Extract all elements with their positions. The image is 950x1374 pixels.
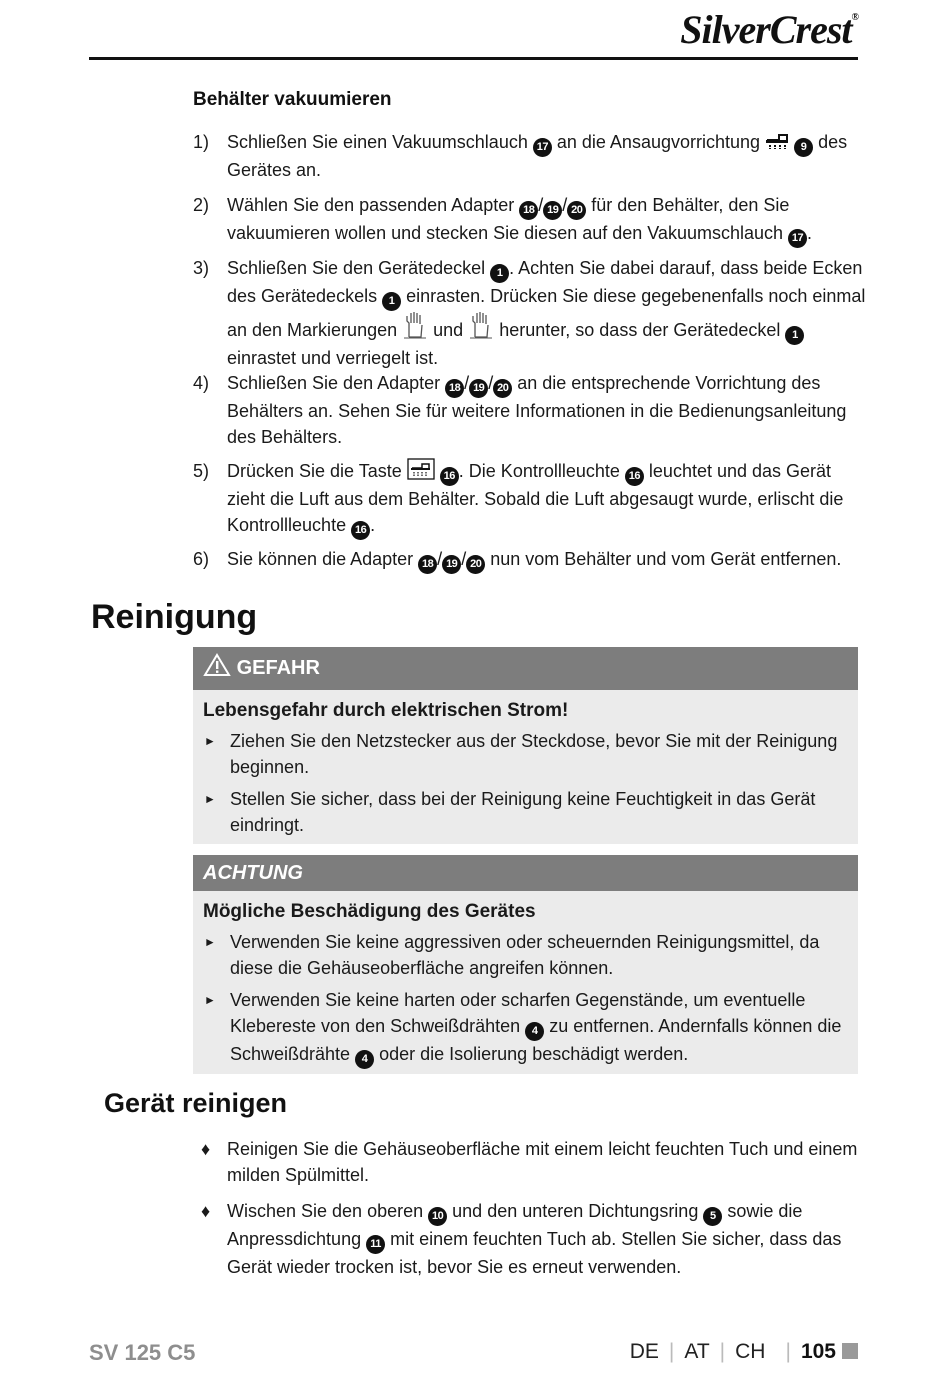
step-2: 2) Wählen Sie den passenden Adapter 18 / 19 / 20 für den Behälter, den Sie vakuumieren wollen und stecken Sie diesen auf den Vakuumschlauch 17 . — [193, 192, 873, 248]
danger-item: ► Ziehen Sie den Netzstecker aus der Steckdose, bevor Sie mit der Reinigung beginnen. — [193, 728, 858, 780]
caution-title: Mögliche Beschädigung des Gerätes — [203, 901, 536, 922]
danger-header: GEFAHR — [193, 647, 858, 690]
model-number: SV 125 C5 — [89, 1340, 196, 1365]
diamond-bullet-icon: ♦ — [201, 1201, 211, 1221]
page-square-icon — [842, 1343, 858, 1359]
diamond-bullet-icon: ♦ — [201, 1139, 211, 1159]
step-3: 3) Schließen Sie den Gerätedeckel 1 . Achten Sie dabei darauf, dass beide Ecken des Gerätedeckels 1 einrasten. Drücken Sie diese gegebenenfalls noch einmal an den Markierungen und herunter, so dass der Gerätedeckel 1 einrastet und verriegelt ist. — [193, 258, 866, 368]
cleaning-item: ♦ Reinigen Sie die Gehäuseoberfläche mit einem leicht feuchten Tuch und einem milden Spülmittel. — [193, 1136, 858, 1188]
danger-title: Lebensgefahr durch elektrischen Strom! — [203, 700, 569, 721]
brand-logo: SilverCrest® — [680, 7, 858, 52]
warning-triangle-icon — [203, 653, 231, 677]
arrow-bullet-icon: ► — [204, 792, 216, 806]
arrow-bullet-icon: ► — [204, 734, 216, 748]
header-rule — [89, 57, 858, 60]
page-number: 105 — [800, 1340, 836, 1363]
step-5: 5) Drücken Sie die Taste 16 . Die Kontrollleuchte 16 leuchtet und das Gerät zieht die Luft aus dem Behälter. Sobald die Luft abgesaugt wurde, erlischt die Kontrollleuchte 16 . — [193, 458, 873, 540]
caution-box — [193, 855, 858, 1074]
press-hand-icon — [468, 311, 494, 339]
footer-languages: DE | AT | CH | 105 — [630, 1340, 858, 1364]
danger-item: ► Stellen Sie sicher, dass bei der Reinigung keine Feuchtigkeit in das Gerät eindringt. — [193, 786, 858, 838]
section-title: Reinigung — [91, 598, 258, 636]
caution-item: ► Verwenden Sie keine harten oder scharfen Gegenstände, um eventuelle Klebereste von den Schweißdrähten 4 zu entfernen. Andernfalls können die Schweißdrähte 4 oder die Isolierung beschädigt werden. — [193, 987, 858, 1069]
caution-header: ACHTUNG — [193, 855, 858, 891]
subsection-title: Behälter vakuumieren — [193, 89, 392, 110]
vacuum-suction-icon — [765, 131, 789, 151]
caution-item: ► Verwenden Sie keine aggressiven oder scheuernden Reinigungsmittel, da diese die Gehäuseoberfläche angreifen können. — [193, 929, 858, 981]
vacuum-button-icon — [407, 458, 435, 480]
arrow-bullet-icon: ► — [204, 935, 216, 949]
cleaning-item: ♦ Wischen Sie den oberen 10 und den unteren Dichtungsring 5 sowie die Anpressdichtung 11 mit einem feuchten Tuch ab. Stellen Sie sicher, dass das Gerät wieder trocken ist, bevor Sie es erneut verwenden. — [193, 1198, 858, 1280]
step-6: 6) Sie können die Adapter 18 / 19 / 20 nun vom Behälter und vom Gerät entfernen. — [193, 546, 873, 574]
subsection-title: Gerät reinigen — [104, 1088, 288, 1118]
danger-box — [193, 647, 858, 844]
step-4: 4) Schließen Sie den Adapter 18 / 19 / 20 an die entsprechende Vorrichtung des Behälters an. Sehen Sie für weitere Informationen in die Bedienungsanleitung des Behälters. — [193, 373, 847, 447]
step-1: 1) Schließen Sie einen Vakuumschlauch 17 an die Ansaugvorrichtung 9 des Gerätes an. — [193, 132, 848, 180]
arrow-bullet-icon: ► — [204, 993, 216, 1007]
press-hand-icon — [402, 311, 428, 339]
